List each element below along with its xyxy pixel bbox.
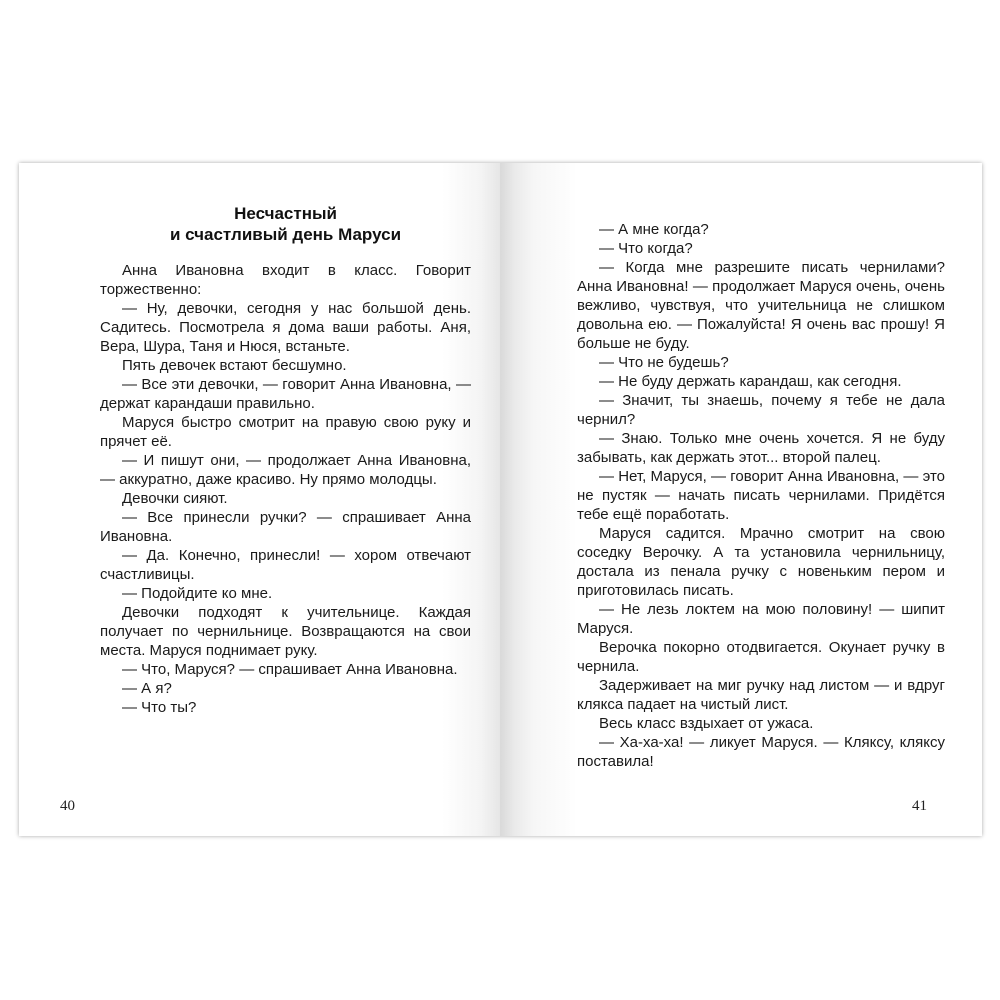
paragraph: — Ха-ха-ха! — ликует Маруся. — Кляксу, кляксу поставила! — [577, 734, 945, 770]
page-number-right: 41 — [912, 798, 927, 814]
left-page-text — [100, 261, 471, 717]
paragraph: — Все принесли ручки? — спрашивает Анна Ивановна. — [100, 509, 471, 545]
paragraph: — Знаю. Только мне очень хочется. Я не буду забывать, как держать этот... второй палец. — [577, 430, 945, 466]
paragraph: — Что ты? — [122, 699, 197, 716]
paragraph: Маруся быстро смотрит на правую свою руку и прячет её. — [100, 414, 471, 450]
paragraph: — Что не будешь? — [599, 354, 729, 371]
paragraph: Весь класс вздыхает от ужаса. — [599, 715, 814, 732]
paragraph: Задерживает на миг ручку над листом — и вдруг клякса падает на чистый лист. — [577, 677, 945, 713]
right-page — [500, 163, 982, 836]
paragraph: Девочки сияют. — [122, 490, 228, 507]
paragraph: — А я? — [122, 680, 172, 697]
paragraph: Анна Ивановна входит в класс. Говорит торжественно: — [100, 262, 471, 298]
page-number-left: 40 — [60, 798, 75, 814]
paragraph: — Что, Маруся? — спрашивает Анна Ивановна. — [122, 661, 458, 678]
paragraph: Маруся садится. Мрачно смотрит на свою соседку Верочку. А та установила чернильницу, достала из пенала ручку с новеньким пером и приготовилась писать. — [577, 525, 945, 599]
paragraph: — Подойдите ко мне. — [122, 585, 273, 602]
chapter-title-line-1: Несчастный — [234, 204, 337, 223]
paragraph: — А мне когда? — [599, 221, 709, 238]
paragraph: — Да. Конечно, принесли! — хором отвечают счастливицы. — [100, 547, 471, 583]
paragraph: Верочка покорно отодвигается. Окунает ручку в чернила. — [577, 639, 945, 675]
book-spread — [19, 163, 982, 836]
left-page — [19, 163, 500, 836]
paragraph: Девочки подходят к учительнице. Каждая получает по чернильнице. Возвращаются на свои места. Маруся поднимает руку. — [100, 604, 471, 659]
paragraph: — И пишут они, — продолжает Анна Ивановна, — аккуратно, даже красиво. Ну прямо молодцы. — [100, 452, 471, 488]
paragraph: — Не лезь локтем на мою половину! — шипит Маруся. — [577, 601, 945, 637]
paragraph: Пять девочек встают бесшумно. — [122, 357, 347, 374]
paragraph: — Не буду держать карандаш, как сегодня. — [599, 373, 902, 390]
chapter-title-line-2: и счастливый день Маруси — [169, 225, 402, 244]
paragraph: — Нет, Маруся, — говорит Анна Ивановна, — это не пустяк — начать писать чернилами. Придётся тебе ещё поработать. — [577, 468, 945, 523]
paragraph: — Значит, ты знаешь, почему я тебе не дала чернил? — [577, 392, 945, 428]
paragraph: — Все эти девочки, — говорит Анна Ивановна, — держат карандаши правильно. — [100, 376, 471, 412]
chapter-title — [100, 203, 471, 245]
paragraph: — Ну, девочки, сегодня у нас большой день. Садитесь. Посмотрела я дома ваши работы. Аня, Вера, Шура, Таня и Нюся, встаньте. — [100, 300, 471, 355]
right-page-text — [577, 220, 945, 771]
paragraph: — Когда мне разрешите писать чернилами? Анна Ивановна! — продолжает Маруся очень, очень вежливо, чувствуя, что учительница не слишком довольна ею. — Пожалуйста! Я очень вас прошу! Я больше не буду. — [577, 259, 945, 352]
paragraph: — Что когда? — [599, 240, 693, 257]
